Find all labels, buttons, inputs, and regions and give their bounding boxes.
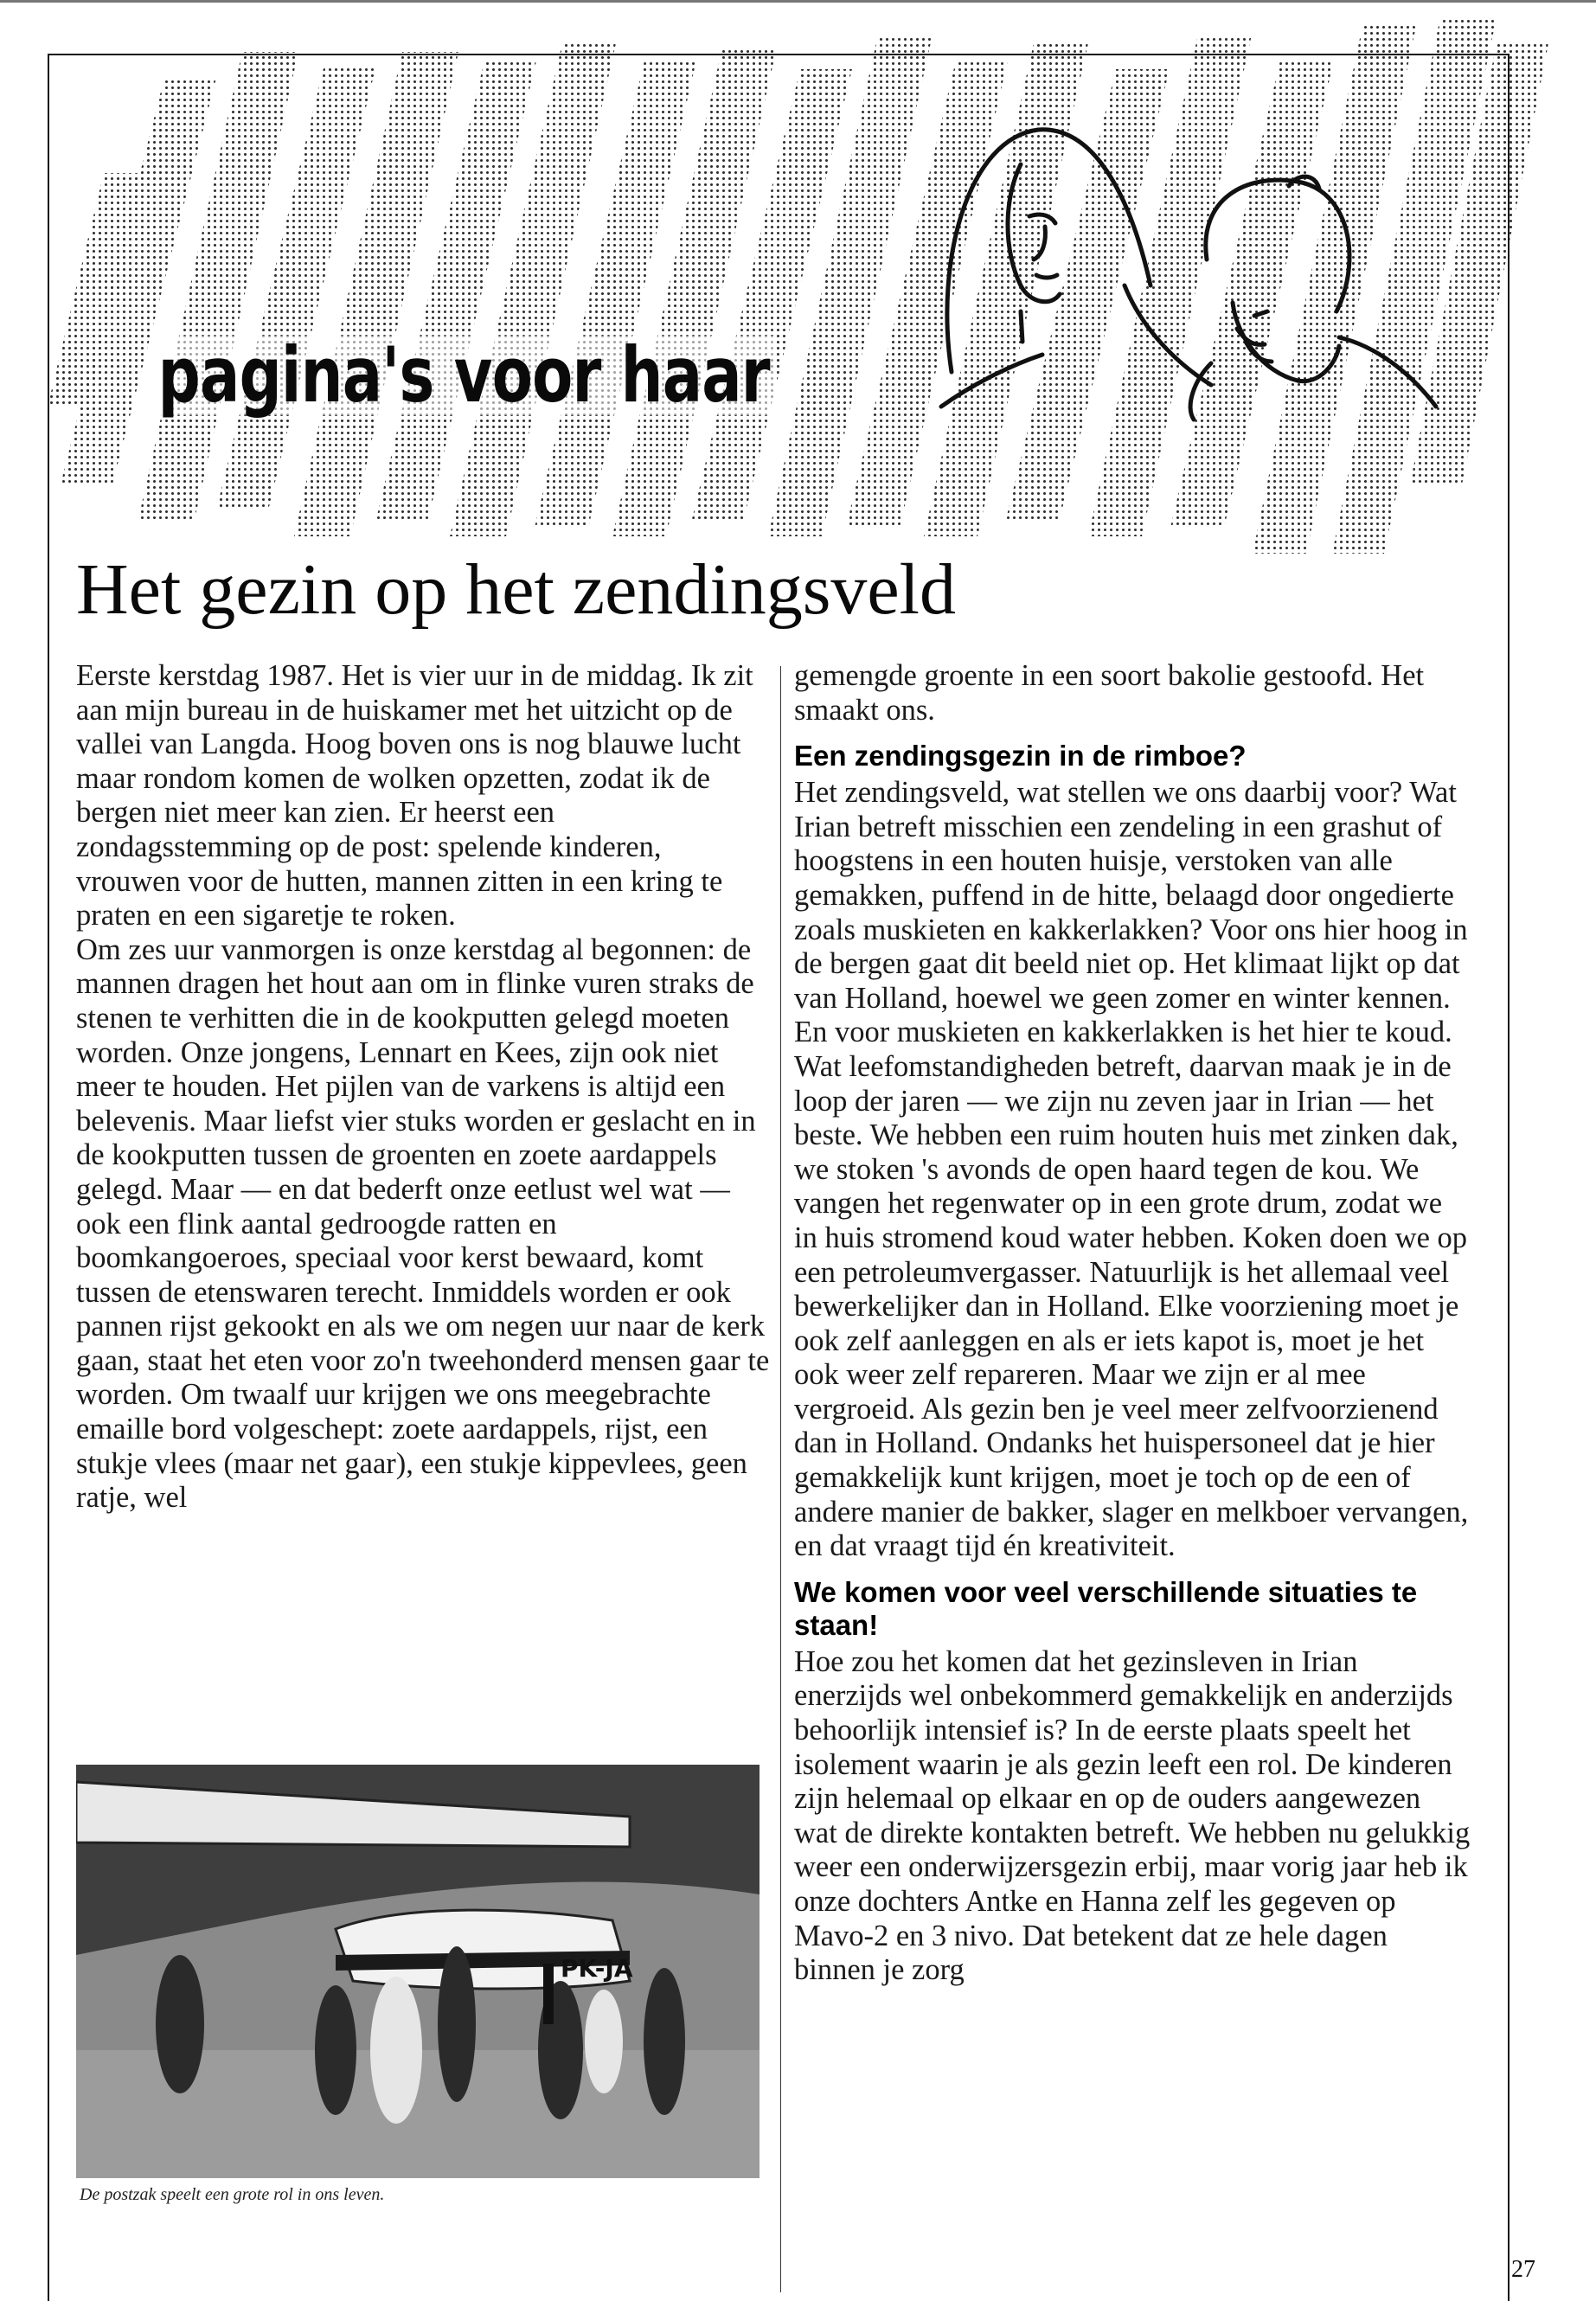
article-title: Het gezin op het zendingsveld [76, 549, 957, 630]
paragraph-mission-field: Het zendingsveld, wat stellen we ons daarbij voor? Wat Irian betreft misschien een zendeling in een grashut of hoogstens in een houten huisje, verstoken van alle gemakken, puffend in de hitte, belaagd door ongedierte zoals muskieten en kakkerlakken? Voor ons hier hoog in de bergen gaat dit beeld niet op. Het klimaat lijkt op dat van Holland, hoewel we geen zomer en winter kennen. En voor muskieten en kakkerlakken is het hier te koud. Wat leefomstandigheden betreft, daarvan maak je in de loop der jaren — we zijn nu zeven jaar in Irian — het beste. We hebben een ruim houten huis met zinken dak, we stoken 's avonds de open haard tegen de kou. We vangen het regenwater op in een grote drum, zodat we in huis stromend koud water hebben. Koken doen we op een petroleumvergasser. Natuurlijk is het allemaal veel bewerkelijker dan in Holland. Elke voorziening moet je ook zelf aanleggen en als er iets kapot is, moet je het ook weer zelf repareren. Maar we zijn er al mee vergroeid. Als gezin ben je veel meer zelfvoorzienend dan in Holland. Ondanks het huispersoneel dat je hier gemakkelijk kunt krijgen, moet je toch op de een of andere manier de bakker, slager en melkboer vervangen, en dat vraagt tijd én kreativiteit. [794, 776, 1469, 1563]
left-column [76, 659, 772, 1516]
paragraph-intro: Eerste kerstdag 1987. Het is vier uur in de middag. Ik zit aan mijn bureau in de huiskamer met het uitzicht op de vallei van Langda. Hoog boven ons is nog blauwe lucht maar rondom komen de wolken opzetten, zodat ik de bergen niet meer kan zien. Er heerst een zondagsstemming op de post: spelende kinderen, vrouwen voor de hutten, mannen zitten in een kring te praten en een sigaretje te roken. [76, 659, 753, 933]
paragraph-family-life: Hoe zou het komen dat het gezinsleven in Irian enerzijds wel onbekommerd gemakkelijk en anderzijds behoorlijk intensief is? In de eerste plaats speelt het isolement waarin je als gezin leeft een rol. De kinderen zijn helemaal op elkaar en op de ouders aangewezen wat de direkte kontakten betreft. We hebben nu gelukkig weer een onderwijzersgezin erbij, maar vorig jaar heb ik onze dochters Antke en Hanna zelf les gegeven op Mavo-2 en 3 nivo. Dat betekent dat ze hele dagen binnen je zorg [794, 1644, 1471, 1987]
subheading-situaties: We komen voor veel verschillende situaties te staan! [794, 1575, 1418, 1641]
paragraph-christmas: Om zes uur vanmorgen is onze kerstdag al begonnen: de mannen dragen het hout aan om in flinke vuren straks de stenen te verhitten die in de kookputten gelegd moeten worden. Onze jongens, Lennart en Kees, zijn ook niet meer te houden. Het pijlen van de varkens is altijd een belevenis. Maar liefst vier stuks worden er geslacht en in de kookputten tussen de groenten en zoete aardappels gelegd. Maar — en dat bederft onze eetlust wel wat — ook een flink aantal gedroogde ratten en boomkangoeroes, speciaal voor kerst bewaard, komt tussen de etenswaren terecht. Inmiddels worden er ook pannen rijst gekookt en als we om negen uur naar de kerk gaan, staat het eten voor zo'n tweehonderd mensen gaar te worden. Om twaalf uur krijgen we ons meegebrachte emaille bord volgeschept: zoete aardappels, rijst, een stukje vlees (maar net gaar), een stukje kippevlees, geen ratje, wel [76, 933, 770, 1515]
frame-left-border [48, 54, 49, 2301]
subheading-rimboe: Een zendingsgezin in de rimboe? [794, 740, 1247, 772]
column-divider [780, 666, 781, 2292]
frame-right-border [1508, 54, 1509, 2301]
frame-top-border [48, 54, 1509, 55]
header-illustration [0, 0, 1596, 588]
photo-airplane [76, 1765, 760, 2178]
photo-scene [76, 1765, 760, 2178]
page-number: 27 [1511, 2256, 1535, 2283]
plane-marking: PK-JA [561, 1954, 633, 1983]
photo-caption: De postzak speelt een grote rol in ons leven. [80, 2185, 385, 2204]
paragraph-continuation: gemengde groente in een soort bakolie gestoofd. Het smaakt ons. [794, 659, 1425, 727]
section-label: pagina's voor haar [154, 336, 774, 415]
right-column [794, 659, 1471, 1988]
halftone-hatch-strokes [48, 17, 1548, 554]
